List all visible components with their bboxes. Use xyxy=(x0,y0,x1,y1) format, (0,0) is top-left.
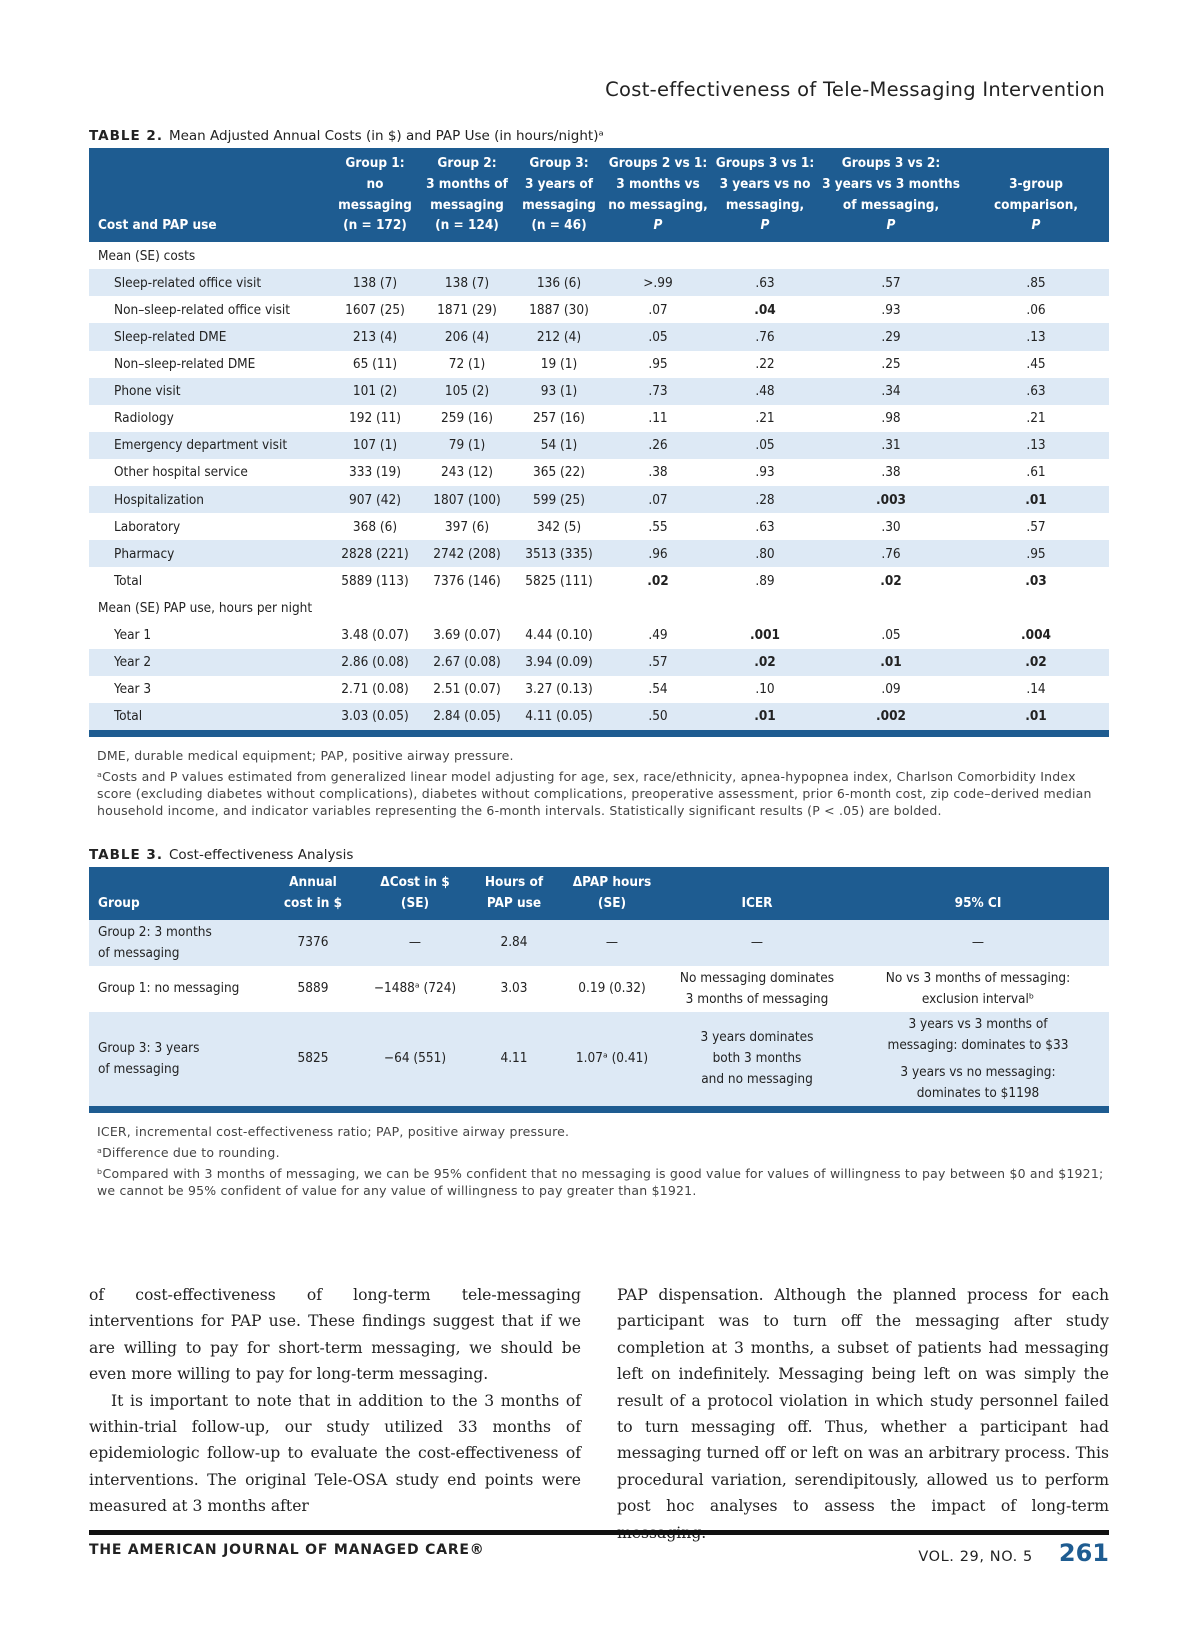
cell-ci xyxy=(847,1012,1109,1106)
cell-g2: 138 (7) xyxy=(421,269,513,296)
cell-g2: 1807 (100) xyxy=(421,486,513,513)
cell-annual-cost: 7376 xyxy=(267,920,359,966)
cell-g3: 54 (1) xyxy=(513,432,605,459)
cell-p32: .98 xyxy=(881,410,901,427)
cell-line: exclusion intervalᵇ xyxy=(921,990,1035,1007)
table-row xyxy=(89,486,1109,513)
row-label: Total xyxy=(114,572,143,589)
cell-g3: 1887 (30) xyxy=(529,301,589,318)
cell-ci xyxy=(847,920,1109,966)
header-line: 3 months vs xyxy=(616,175,700,192)
table-2-header-row xyxy=(89,148,1109,242)
cell-g3: 3.27 (0.13) xyxy=(525,681,593,698)
cell-g3: 4.44 (0.10) xyxy=(525,627,593,644)
header-groups-3-vs-1 xyxy=(711,148,819,242)
table-row xyxy=(89,351,1109,378)
row-label: Emergency department visit xyxy=(89,432,329,459)
table-3-tag: TABLE 3. xyxy=(89,847,163,863)
table-3-header-row xyxy=(89,867,1109,920)
header-line: messaging, xyxy=(725,196,805,213)
header-line: (SE) xyxy=(400,894,430,911)
cell-line: dominates to $1198 xyxy=(916,1084,1040,1101)
cell-p3g: .03 xyxy=(1025,572,1047,589)
cell-icer xyxy=(667,966,847,1012)
cell-g2: 7376 (146) xyxy=(433,572,501,589)
cell-g1: 3.48 (0.07) xyxy=(341,627,409,644)
cell-p32: .93 xyxy=(881,301,901,318)
cell-line: of messaging xyxy=(98,944,180,961)
cell-line: messaging: dominates to $33 xyxy=(887,1036,1069,1053)
table-3-body xyxy=(89,920,1109,1106)
cell-g3: 365 (22) xyxy=(533,464,585,481)
cell-g2: 72 (1) xyxy=(448,356,486,373)
cell-p32: .01 xyxy=(819,649,963,676)
cell-p31: .10 xyxy=(755,681,775,698)
cell-g2: 2742 (208) xyxy=(421,540,513,567)
cell-g3: 3513 (335) xyxy=(513,540,605,567)
cell-line: Group 3: 3 years xyxy=(98,1039,200,1056)
body-column-left xyxy=(89,1282,581,1546)
cell-g1: 2828 (221) xyxy=(329,540,421,567)
cell-p31: .63 xyxy=(755,518,775,535)
table-2 xyxy=(89,148,1109,730)
row-label: Phone visit xyxy=(89,378,329,405)
page-number: 261 xyxy=(1058,1539,1109,1567)
cell-delta-pap: 0.19 (0.32) xyxy=(578,980,646,997)
section-label: Mean (SE) PAP use, hours per night xyxy=(98,599,313,616)
table-2-bottom-rule xyxy=(89,730,1109,737)
body-column-right xyxy=(617,1282,1109,1546)
header-line: 95% CI xyxy=(954,894,1002,911)
header-line: 3 months of xyxy=(426,175,508,192)
cell-g2: 2.67 (0.08) xyxy=(421,649,513,676)
header-line: Annual xyxy=(289,874,337,890)
table-2-body xyxy=(89,242,1109,730)
cell-g2: 1871 (29) xyxy=(437,301,497,318)
cell-g2: 2.84 (0.05) xyxy=(421,703,513,730)
cell-hours: 2.84 xyxy=(471,920,557,966)
cell-p3g: .63 xyxy=(963,378,1109,405)
table-row xyxy=(89,459,1109,486)
cell-p32: .30 xyxy=(881,518,901,535)
header-line: cost in $ xyxy=(283,894,343,911)
cell-p3g: .13 xyxy=(963,323,1109,350)
cell-p31: .01 xyxy=(711,703,819,730)
running-head: Cost-effectiveness of Tele-Messaging Intervention xyxy=(605,78,1105,101)
body-paragraph: It is important to note that in addition to the 3 months of within-trial follow-up, our study utilized 33 months of epidemiologic follow-up to evaluate the cost-effectiveness of interventions. The original Tele-OSA study end points were measured at 3 months after xyxy=(89,1391,581,1516)
cell-p32: .003 xyxy=(819,486,963,513)
table-row xyxy=(89,378,1109,405)
cell-p32: .31 xyxy=(819,432,963,459)
table-2-tag: TABLE 2. xyxy=(89,128,163,144)
table-row xyxy=(89,269,1109,296)
table-row xyxy=(89,703,1109,730)
cell-p31: .05 xyxy=(711,432,819,459)
cell-p21: .02 xyxy=(647,572,669,589)
cell-g2: 105 (2) xyxy=(421,378,513,405)
cell-g1: 3.03 (0.05) xyxy=(329,703,421,730)
cell-p21: .54 xyxy=(648,681,668,698)
row-label: Total xyxy=(89,703,329,730)
cell-g2: 243 (12) xyxy=(441,464,493,481)
header-3-group-comparison xyxy=(963,148,1109,242)
table-row xyxy=(89,540,1109,567)
cell-annual-cost: 5825 xyxy=(267,1012,359,1106)
cell-p31: .28 xyxy=(711,486,819,513)
row-label: Year 1 xyxy=(114,627,152,644)
cell-p32: .38 xyxy=(881,464,901,481)
cell-p31: .22 xyxy=(755,356,775,373)
cell-delta-pap: 1.07ᵃ (0.41) xyxy=(557,1012,667,1106)
header-line: (SE) xyxy=(597,894,627,911)
cell-p21: .07 xyxy=(648,301,668,318)
cell-g1: 213 (4) xyxy=(329,323,421,350)
cell-group xyxy=(89,966,267,1012)
cell-p21: .49 xyxy=(648,627,668,644)
cell-g3: 136 (6) xyxy=(513,269,605,296)
cell-delta-cost: — xyxy=(359,920,471,966)
header-line: Groups 3 vs 1: xyxy=(715,155,815,171)
header-line: 3 years vs 3 months xyxy=(822,175,960,192)
cell-icer xyxy=(667,920,847,966)
cell-g2: 259 (16) xyxy=(441,410,493,427)
row-label: Radiology xyxy=(114,410,174,427)
table-3-notes xyxy=(89,1123,1109,1199)
row-label: Sleep-related office visit xyxy=(89,269,329,296)
cell-p32: .02 xyxy=(880,572,902,589)
table-2-notes xyxy=(89,747,1109,819)
table-row xyxy=(89,1012,1109,1106)
body-text xyxy=(89,1282,1109,1546)
cell-p31: .76 xyxy=(711,323,819,350)
header-line: Groups 3 vs 2: xyxy=(841,155,941,171)
table-row xyxy=(89,513,1109,540)
cell-g1: 907 (42) xyxy=(329,486,421,513)
section-row xyxy=(89,594,1109,621)
cell-p3g: .21 xyxy=(1026,410,1046,427)
cell-g1: 1607 (25) xyxy=(345,301,405,318)
cell-line: of messaging xyxy=(98,1060,180,1077)
header-line: messaging xyxy=(522,196,596,213)
footer-right xyxy=(918,1539,1109,1567)
cell-line: No messaging dominates xyxy=(679,969,835,986)
cell-delta-cost: −64 (551) xyxy=(359,1012,471,1106)
table-row xyxy=(89,567,1109,594)
cell-p3g: .61 xyxy=(1026,464,1046,481)
cell-p3g: .85 xyxy=(963,269,1109,296)
header-line: no messaging, xyxy=(608,196,708,213)
header-line: (n = 46) xyxy=(531,217,587,234)
cell-p21: .95 xyxy=(648,356,668,373)
row-label: Other hospital service xyxy=(114,464,248,481)
cell-p3g: .06 xyxy=(1026,301,1046,318)
cell-g1: 5889 (113) xyxy=(341,572,409,589)
header-line: no xyxy=(366,175,384,192)
cell-icer xyxy=(667,1012,847,1106)
table-row xyxy=(89,622,1109,649)
row-label: Year 3 xyxy=(114,681,152,698)
cell-p32: .29 xyxy=(819,323,963,350)
cell-p21: .38 xyxy=(648,464,668,481)
cell-p21: .07 xyxy=(605,486,711,513)
header-annual-cost xyxy=(267,867,359,920)
header-line: Group xyxy=(98,894,140,911)
table-row xyxy=(89,676,1109,703)
cell-hours: 4.11 xyxy=(471,1012,557,1106)
cell-g3: 3.94 (0.09) xyxy=(513,649,605,676)
header-line: of messaging, xyxy=(842,196,940,213)
header-delta-cost xyxy=(359,867,471,920)
cell-hours: 3.03 xyxy=(500,980,528,997)
table-2-title: Mean Adjusted Annual Costs (in $) and PAP Use (in hours/night)ᵃ xyxy=(168,128,604,144)
cell-g3: 212 (4) xyxy=(513,323,605,350)
header-line: ΔPAP hours xyxy=(572,874,652,890)
cell-p32: .25 xyxy=(881,356,901,373)
header-line: P xyxy=(760,217,770,234)
cell-line: both 3 months xyxy=(712,1050,802,1067)
cell-p21: .50 xyxy=(605,703,711,730)
table-row xyxy=(89,920,1109,966)
table-row xyxy=(89,296,1109,323)
cell-g1: 107 (1) xyxy=(329,432,421,459)
cell-delta-pap: — xyxy=(557,920,667,966)
cell-p31: .02 xyxy=(711,649,819,676)
cell-p31: .93 xyxy=(755,464,775,481)
header-line: comparison, xyxy=(993,196,1079,213)
cell-g2: 397 (6) xyxy=(444,518,490,535)
cell-line: 3 years dominates xyxy=(700,1029,814,1046)
header-line: 3 years of xyxy=(524,175,594,192)
row-label: Non–sleep-related office visit xyxy=(114,301,291,318)
cell-p3g: .13 xyxy=(963,432,1109,459)
table-3 xyxy=(89,867,1109,1106)
header-line: (n = 172) xyxy=(343,217,407,234)
footnote: ᵃCosts and P values estimated from generalized linear model adjusting for age, sex, race/ethnicity, apnea-hypopnea index, Charlson Comorbidity Index score (excluding diabetes without complications), diabetes without complications, preoperative assessment, prior 6-month cost, zip code–derived median household income, and indicator variables representing the 6-month intervals. Statistically significant results (P < .05) are bolded. xyxy=(97,768,1092,818)
row-label: Laboratory xyxy=(114,518,181,535)
row-label: Pharmacy xyxy=(89,540,329,567)
table-row xyxy=(89,405,1109,432)
header-line: Group 3: xyxy=(529,155,589,171)
cell-g3: 257 (16) xyxy=(533,410,585,427)
header-95-ci xyxy=(847,867,1109,920)
cell-line: — xyxy=(971,934,985,951)
cell-p21: .73 xyxy=(605,378,711,405)
header-line: 3-group xyxy=(1009,175,1063,192)
body-paragraph: PAP dispensation. Although the planned process for each participant was to turn off the messaging after study completion at 3 months, a subset of patients had messaging left on indefinitely. Messaging being left on was simply the result of a protocol violation in which study personnel failed to turn messaging off. Thus, whether a participant had messaging turned off or left on was an arbitrary process. This procedural variation, serendipitously, allowed us to perform post hoc analyses to assess the impact of long-term xyxy=(617,1286,1109,1516)
header-line: messaging xyxy=(430,196,504,213)
cell-p3g: .02 xyxy=(963,649,1109,676)
cell-p32: .09 xyxy=(881,681,901,698)
cell-g2: 79 (1) xyxy=(421,432,513,459)
header-line: PAP use xyxy=(486,894,542,911)
footer-rule xyxy=(89,1530,1109,1535)
cell-p3g: .95 xyxy=(963,540,1109,567)
header-group-1 xyxy=(329,148,421,242)
cell-g3: 599 (25) xyxy=(513,486,605,513)
cell-p3g: .004 xyxy=(1021,627,1051,644)
header-groups-2-vs-1 xyxy=(605,148,711,242)
cell-p21: .05 xyxy=(605,323,711,350)
header-line: ΔCost in $ xyxy=(380,874,450,890)
header-line: messaging xyxy=(338,196,412,213)
header-line: P xyxy=(886,217,896,234)
header-icer xyxy=(667,867,847,920)
cell-line: No vs 3 months of messaging: xyxy=(885,969,1071,986)
cell-p21: >.99 xyxy=(605,269,711,296)
table-row xyxy=(89,649,1109,676)
cell-p31: .001 xyxy=(750,627,780,644)
header-line: P xyxy=(1031,217,1041,234)
cell-g1: 2.86 (0.08) xyxy=(329,649,421,676)
table-2-block xyxy=(89,128,1109,823)
cell-delta-cost: −1488ᵃ (724) xyxy=(373,980,457,997)
body-paragraph: of cost-effectiveness of long-term tele-messaging interventions for PAP use. These findings suggest that if we are willing to pay for short-term messaging, we should be even more willing to pay for long-term messaging. xyxy=(89,1286,581,1384)
row-label: Year 2 xyxy=(89,649,329,676)
footnote: ICER, incremental cost-effectiveness ratio; PAP, positive airway pressure. xyxy=(97,1123,570,1139)
header-line: Cost and PAP use xyxy=(98,217,217,234)
cell-line: Group 2: 3 months xyxy=(98,923,212,940)
cell-group xyxy=(89,920,267,966)
header-delta-pap-hours xyxy=(557,867,667,920)
header-group-2 xyxy=(421,148,513,242)
header-groups-3-vs-2 xyxy=(819,148,963,242)
table-row xyxy=(89,966,1109,1012)
cell-line: 3 years vs 3 months of xyxy=(908,1015,1048,1032)
header-group-3 xyxy=(513,148,605,242)
cell-p3g: .01 xyxy=(963,703,1109,730)
cell-p32: .002 xyxy=(819,703,963,730)
header-line: Group 1: xyxy=(345,155,405,171)
cell-p32: .57 xyxy=(819,269,963,296)
cell-p21: .11 xyxy=(648,410,668,427)
cell-line: 3 months of messaging xyxy=(685,990,829,1007)
cell-p31: .63 xyxy=(711,269,819,296)
cell-p3g: .14 xyxy=(1026,681,1046,698)
table-3-bottom-rule xyxy=(89,1106,1109,1113)
cell-g3: 5825 (111) xyxy=(525,572,593,589)
cell-p21: .57 xyxy=(605,649,711,676)
cell-g1: 333 (19) xyxy=(349,464,401,481)
cell-line: 3 years vs no messaging: xyxy=(900,1063,1056,1080)
cell-p31: .48 xyxy=(711,378,819,405)
cell-g1: 138 (7) xyxy=(329,269,421,296)
cell-p3g: .57 xyxy=(1026,518,1046,535)
cell-p31: .21 xyxy=(755,410,775,427)
header-line: ICER xyxy=(741,894,773,911)
cell-p32: .76 xyxy=(819,540,963,567)
header-cost-and-pap-use xyxy=(89,148,329,242)
section-label: Mean (SE) costs xyxy=(98,247,196,264)
footnote: ᵇCompared with 3 months of messaging, we can be 95% confident that no messaging is good value for values of willingness to pay between $0 and $1921; we cannot be 95% confident of value for any value of willingness to pay greater than $1921. xyxy=(97,1165,1104,1198)
row-label: Non–sleep-related DME xyxy=(114,356,256,373)
cell-g1: 192 (11) xyxy=(349,410,401,427)
row-label: Hospitalization xyxy=(89,486,329,513)
cell-g3: 19 (1) xyxy=(540,356,578,373)
cell-g1: 368 (6) xyxy=(352,518,398,535)
cell-g3: 93 (1) xyxy=(513,378,605,405)
header-hours-pap-use xyxy=(471,867,557,920)
table-2-caption xyxy=(89,128,1109,144)
cell-p3g: .01 xyxy=(963,486,1109,513)
cell-p32: .05 xyxy=(881,627,901,644)
header-line: Group 2: xyxy=(437,155,497,171)
section-row xyxy=(89,242,1109,269)
table-row xyxy=(89,432,1109,459)
journal-name: THE AMERICAN JOURNAL OF MANAGED CARE® xyxy=(89,1542,485,1558)
cell-line: — xyxy=(750,934,764,951)
cell-g2: 2.51 (0.07) xyxy=(433,681,501,698)
cell-line: and no messaging xyxy=(701,1071,813,1088)
cell-g1: 101 (2) xyxy=(329,378,421,405)
cell-p21: .55 xyxy=(648,518,668,535)
cell-p31: .04 xyxy=(754,301,776,318)
cell-g1: 65 (11) xyxy=(352,356,398,373)
cell-p31: .80 xyxy=(711,540,819,567)
row-label: Sleep-related DME xyxy=(89,323,329,350)
cell-p31: .89 xyxy=(755,572,775,589)
table-3-block xyxy=(89,847,1109,1203)
cell-g2: 3.69 (0.07) xyxy=(433,627,501,644)
cell-p32: .34 xyxy=(819,378,963,405)
table-3-title: Cost-effectiveness Analysis xyxy=(168,847,354,863)
header-line: Hours of xyxy=(484,874,544,890)
footnote: ᵃDifference due to rounding. xyxy=(97,1144,280,1160)
table-3-caption xyxy=(89,847,1109,863)
cell-g1: 2.71 (0.08) xyxy=(341,681,409,698)
cell-g3: 4.11 (0.05) xyxy=(513,703,605,730)
cell-p21: .96 xyxy=(605,540,711,567)
cell-line: Group 1: no messaging xyxy=(98,980,240,997)
header-line: (n = 124) xyxy=(435,217,499,234)
volume-issue: VOL. 29, NO. 5 xyxy=(918,1549,1033,1565)
cell-p3g: .45 xyxy=(1026,356,1046,373)
cell-g3: 342 (5) xyxy=(536,518,582,535)
cell-g2: 206 (4) xyxy=(421,323,513,350)
cell-ci xyxy=(847,966,1109,1012)
table-row xyxy=(89,323,1109,350)
cell-annual-cost: 5889 xyxy=(297,980,329,997)
header-line: Groups 2 vs 1: xyxy=(608,155,708,171)
cell-group xyxy=(89,1012,267,1106)
header-group xyxy=(89,867,267,920)
header-line: 3 years vs no xyxy=(719,175,811,192)
header-line: P xyxy=(653,217,663,234)
cell-p21: .26 xyxy=(605,432,711,459)
footnote: DME, durable medical equipment; PAP, positive airway pressure. xyxy=(97,747,514,763)
